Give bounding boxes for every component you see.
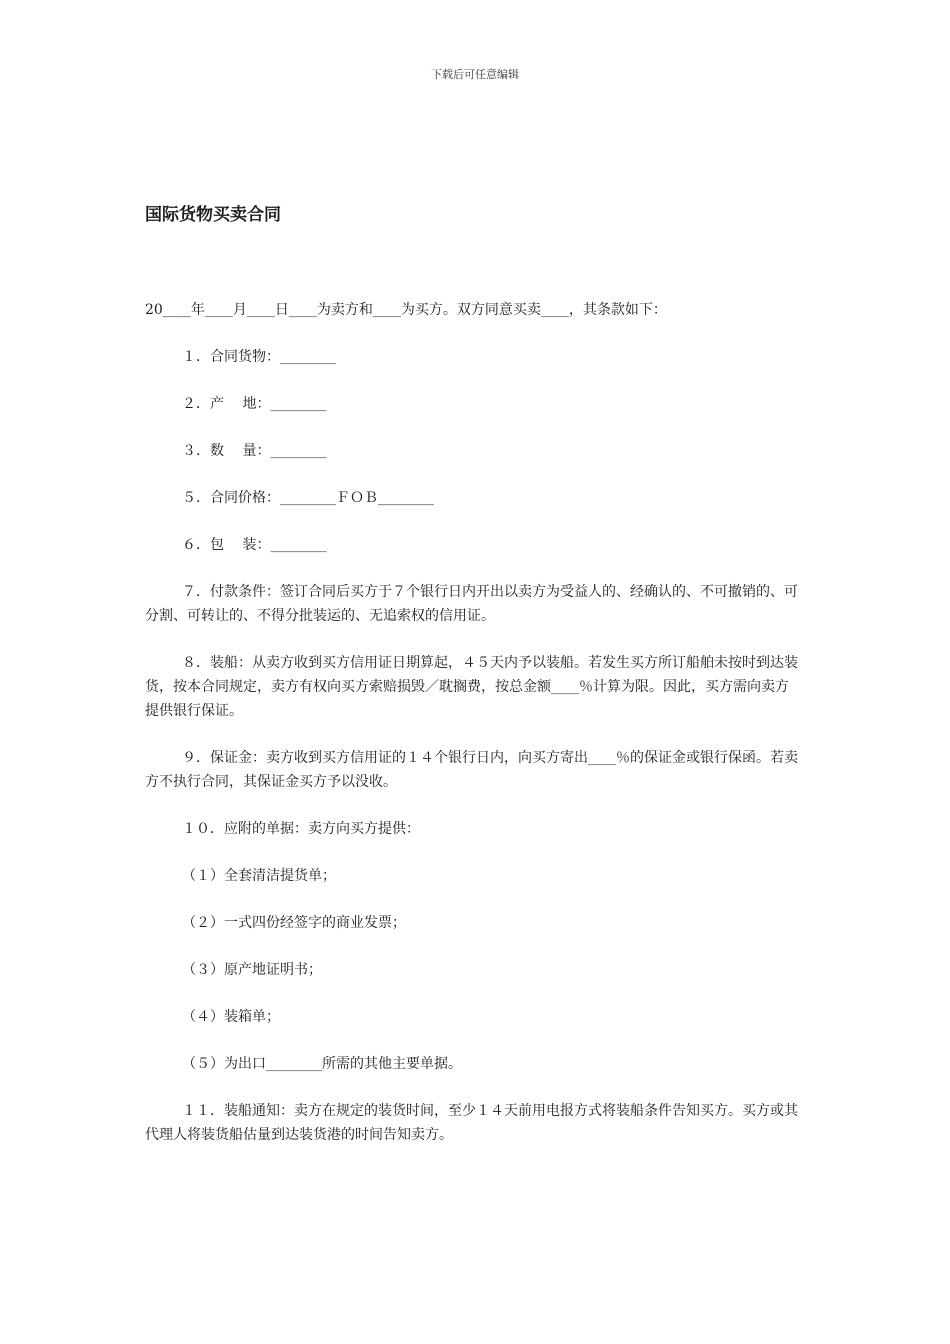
- document-body: [145, 298, 800, 1170]
- clause-packing: ６．包 装：________: [182, 537, 327, 553]
- document-title: 国际货物买卖合同: [145, 205, 281, 225]
- clause-origin: ２．产 地：________: [182, 396, 327, 412]
- clause-documents: １０．应附的单据：卖方向买方提供：: [182, 821, 420, 837]
- clause-goods: １．合同货物：________: [182, 349, 336, 365]
- header-note: 下载后可任意编辑: [431, 68, 519, 81]
- clause-shipping-notice: １１．装船通知：卖方在规定的装货时间，至少１４天前用电报方式将装船条件告知买方。买方或其代理人将装货船估量到达装货港的时间告知卖方。: [145, 1103, 798, 1143]
- clause-price: ５．合同价格：________ＦＯＢ________: [182, 490, 434, 506]
- document-item-3: （３）原产地证明书；: [182, 962, 322, 978]
- clause-payment: ７．付款条件：签订合同后买方于７个银行日内开出以卖方为受益人的、经确认的、不可撤销的、可分割、可转让的、不得分批装运的、无追索权的信用证。: [145, 584, 798, 624]
- contract-intro: 20____年____月____日____为卖方和____为买方。双方同意买卖____，其条款如下：: [145, 302, 667, 318]
- clause-shipment: ８．装船：从卖方收到买方信用证日期算起，４５天内予以装船。若发生买方所订船舶未按时到达装货，按本合同规定，卖方有权向买方索赔损毁／耽搁费，按总金额____％计算为限。因此，买方需向卖方提供银行保证。: [145, 655, 798, 719]
- clause-deposit: ９．保证金：卖方收到买方信用证的１４个银行日内，向买方寄出____％的保证金或银行保函。若卖方不执行合同，其保证金买方予以没收。: [145, 750, 798, 790]
- clause-quantity: ３．数 量：________: [182, 443, 327, 459]
- document-item-1: （１）全套清洁提货单；: [182, 868, 336, 884]
- document-item-5: （５）为出口________所需的其他主要单据。: [182, 1056, 462, 1072]
- document-item-4: （４）装箱单；: [182, 1009, 280, 1025]
- document-item-2: （２）一式四份经签字的商业发票；: [182, 915, 406, 931]
